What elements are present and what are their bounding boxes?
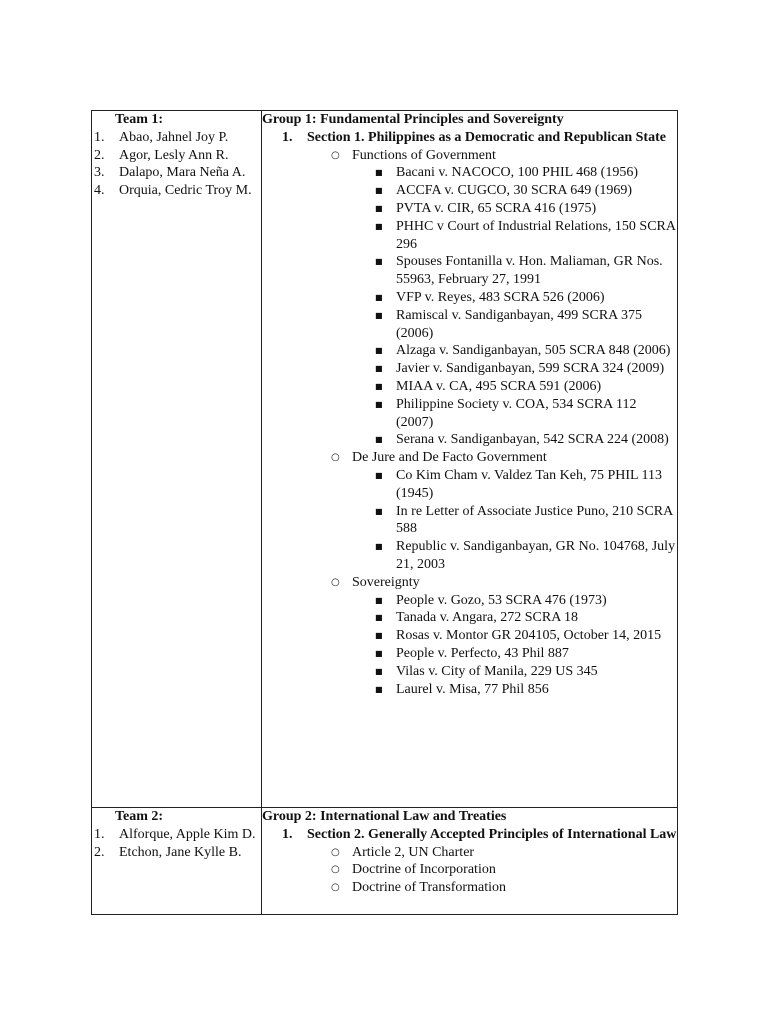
circle-bullet-icon: ○ <box>331 452 340 464</box>
square-bullet-icon: ■ <box>375 684 383 694</box>
case-citation: PVTA v. CIR, 65 SCRA 416 (1975) <box>396 200 597 216</box>
section-heading <box>262 129 677 147</box>
case-citation: Spouses Fontanilla v. Hon. Maliaman, GR Nos. 55963, February 27, 1991 <box>396 254 663 288</box>
case-item <box>262 592 677 610</box>
case-citation: Co Kim Cham v. Valdez Tan Keh, 75 PHIL 113 (1945) <box>396 467 663 501</box>
case-item <box>262 307 677 343</box>
topic-item <box>262 449 677 467</box>
team-member-number: 3. <box>94 165 105 181</box>
case-citation: Ramiscal v. Sandiganbayan, 499 SCRA 375 (2006) <box>396 307 643 341</box>
team-member <box>92 844 261 862</box>
topic-item <box>262 574 677 592</box>
square-bullet-icon: ■ <box>375 542 383 552</box>
team-member <box>92 147 261 165</box>
case-citation: In re Letter of Associate Justice Puno, 210 SCRA 588 <box>396 503 673 537</box>
case-item <box>262 289 677 307</box>
circle-bullet-icon: ○ <box>331 846 340 858</box>
case-item <box>262 378 677 396</box>
case-citation: Alzaga v. Sandiganbayan, 505 SCRA 848 (2006) <box>396 343 671 359</box>
section-title: Section 1. Philippines as a Democratic and Republican State <box>307 129 666 145</box>
case-citation: People v. Gozo, 53 SCRA 476 (1973) <box>396 592 607 608</box>
topic-title: Sovereignty <box>352 574 420 590</box>
square-bullet-icon: ■ <box>375 168 383 178</box>
team-title: Team 2: <box>115 809 164 824</box>
square-bullet-icon: ■ <box>375 648 383 658</box>
case-citation: Bacani v. NACOCO, 100 PHIL 468 (1956) <box>396 165 638 181</box>
square-bullet-icon: ■ <box>375 186 383 196</box>
team-member-name: Dalapo, Mara Neña A. <box>119 165 246 181</box>
team-member <box>92 129 261 147</box>
section-title: Section 2. Generally Accepted Principles of International Law <box>307 826 677 842</box>
case-item <box>262 467 677 503</box>
table-row <box>92 111 678 808</box>
team-member-number: 2. <box>94 844 105 860</box>
team-member <box>92 164 261 182</box>
case-item <box>262 182 677 200</box>
assignment-table <box>91 110 678 915</box>
square-bullet-icon: ■ <box>375 506 383 516</box>
circle-bullet-icon: ○ <box>331 576 340 588</box>
square-bullet-icon: ■ <box>375 310 383 320</box>
group-cell <box>262 808 678 915</box>
topic-title: Doctrine of Incorporation <box>352 862 496 878</box>
topic-item <box>262 861 677 879</box>
case-citation: Republic v. Sandiganbayan, GR No. 104768, July 21, 2003 <box>396 539 676 572</box>
case-citation: Vilas v. City of Manila, 229 US 345 <box>396 663 598 679</box>
table-row <box>92 808 678 915</box>
topic-title: Functions of Government <box>352 147 496 163</box>
case-item <box>262 627 677 645</box>
case-item <box>262 200 677 218</box>
case-citation: MIAA v. CA, 495 SCRA 591 (2006) <box>396 378 602 394</box>
team-member-name: Agor, Lesly Ann R. <box>119 147 229 163</box>
team-member-list <box>92 129 261 200</box>
square-bullet-icon: ■ <box>375 257 383 267</box>
topic-item <box>262 879 677 897</box>
square-bullet-icon: ■ <box>375 381 383 391</box>
square-bullet-icon: ■ <box>375 470 383 480</box>
group-title: Group 2: International Law and Treaties <box>262 809 507 824</box>
topic-title: Doctrine of Transformation <box>352 880 506 896</box>
case-citation: People v. Perfecto, 43 Phil 887 <box>396 645 569 661</box>
team-member-number: 2. <box>94 147 105 163</box>
group-cell <box>262 111 678 808</box>
team-member <box>92 826 261 844</box>
case-item <box>262 538 677 574</box>
square-bullet-icon: ■ <box>375 346 383 356</box>
case-item <box>262 663 677 681</box>
section-number: 1. <box>282 826 293 842</box>
square-bullet-icon: ■ <box>375 399 383 409</box>
team-cell <box>92 808 262 915</box>
team-member-number: 1. <box>94 129 105 145</box>
team-member <box>92 182 261 200</box>
team-title: Team 1: <box>115 112 164 127</box>
team-member-list <box>92 826 261 862</box>
group-title: Group 1: Fundamental Principles and Sovereignty <box>262 112 564 127</box>
case-item <box>262 431 677 449</box>
section-number: 1. <box>282 129 293 145</box>
case-citation: Philippine Society v. COA, 534 SCRA 112 (2007) <box>396 396 637 430</box>
case-citation: Serana v. Sandiganbayan, 542 SCRA 224 (2008) <box>396 432 669 448</box>
case-citation: Laurel v. Misa, 77 Phil 856 <box>396 681 549 697</box>
square-bullet-icon: ■ <box>375 631 383 641</box>
case-item <box>262 645 677 663</box>
case-item <box>262 342 677 360</box>
team-cell <box>92 111 262 808</box>
topic-title: De Jure and De Facto Government <box>352 450 547 466</box>
case-citation: Rosas v. Montor GR 204105, October 14, 2015 <box>396 628 662 644</box>
case-item <box>262 396 677 432</box>
topic-title: Article 2, UN Charter <box>352 844 475 860</box>
team-member-number: 1. <box>94 826 105 842</box>
square-bullet-icon: ■ <box>375 666 383 676</box>
circle-bullet-icon: ○ <box>331 882 340 894</box>
case-citation: Tanada v. Angara, 272 SCRA 18 <box>396 610 579 626</box>
topic-item <box>262 844 677 862</box>
case-item <box>262 681 677 699</box>
case-item <box>262 253 677 289</box>
case-citation: VFP v. Reyes, 483 SCRA 526 (2006) <box>396 289 605 305</box>
case-item <box>262 503 677 539</box>
circle-bullet-icon: ○ <box>331 864 340 876</box>
square-bullet-icon: ■ <box>375 435 383 445</box>
team-member-name: Etchon, Jane Kylle B. <box>119 844 242 860</box>
case-citation: PHHC v Court of Industrial Relations, 150 SCRA 296 <box>396 218 676 252</box>
case-item <box>262 218 677 254</box>
square-bullet-icon: ■ <box>375 613 383 623</box>
team-member-name: Alforque, Apple Kim D. <box>119 826 256 842</box>
square-bullet-icon: ■ <box>375 221 383 231</box>
team-member-name: Orquia, Cedric Troy M. <box>119 183 252 199</box>
square-bullet-icon: ■ <box>375 292 383 302</box>
section-heading <box>262 826 677 844</box>
topic-item <box>262 147 677 165</box>
case-citation: ACCFA v. CUGCO, 30 SCRA 649 (1969) <box>396 183 633 199</box>
case-item <box>262 164 677 182</box>
circle-bullet-icon: ○ <box>331 149 340 161</box>
square-bullet-icon: ■ <box>375 364 383 374</box>
case-citation: Javier v. Sandiganbayan, 599 SCRA 324 (2009) <box>396 361 665 377</box>
square-bullet-icon: ■ <box>375 203 383 213</box>
team-member-number: 4. <box>94 183 105 199</box>
team-member-name: Abao, Jahnel Joy P. <box>119 129 229 145</box>
square-bullet-icon: ■ <box>375 595 383 605</box>
case-item <box>262 360 677 378</box>
case-item <box>262 609 677 627</box>
